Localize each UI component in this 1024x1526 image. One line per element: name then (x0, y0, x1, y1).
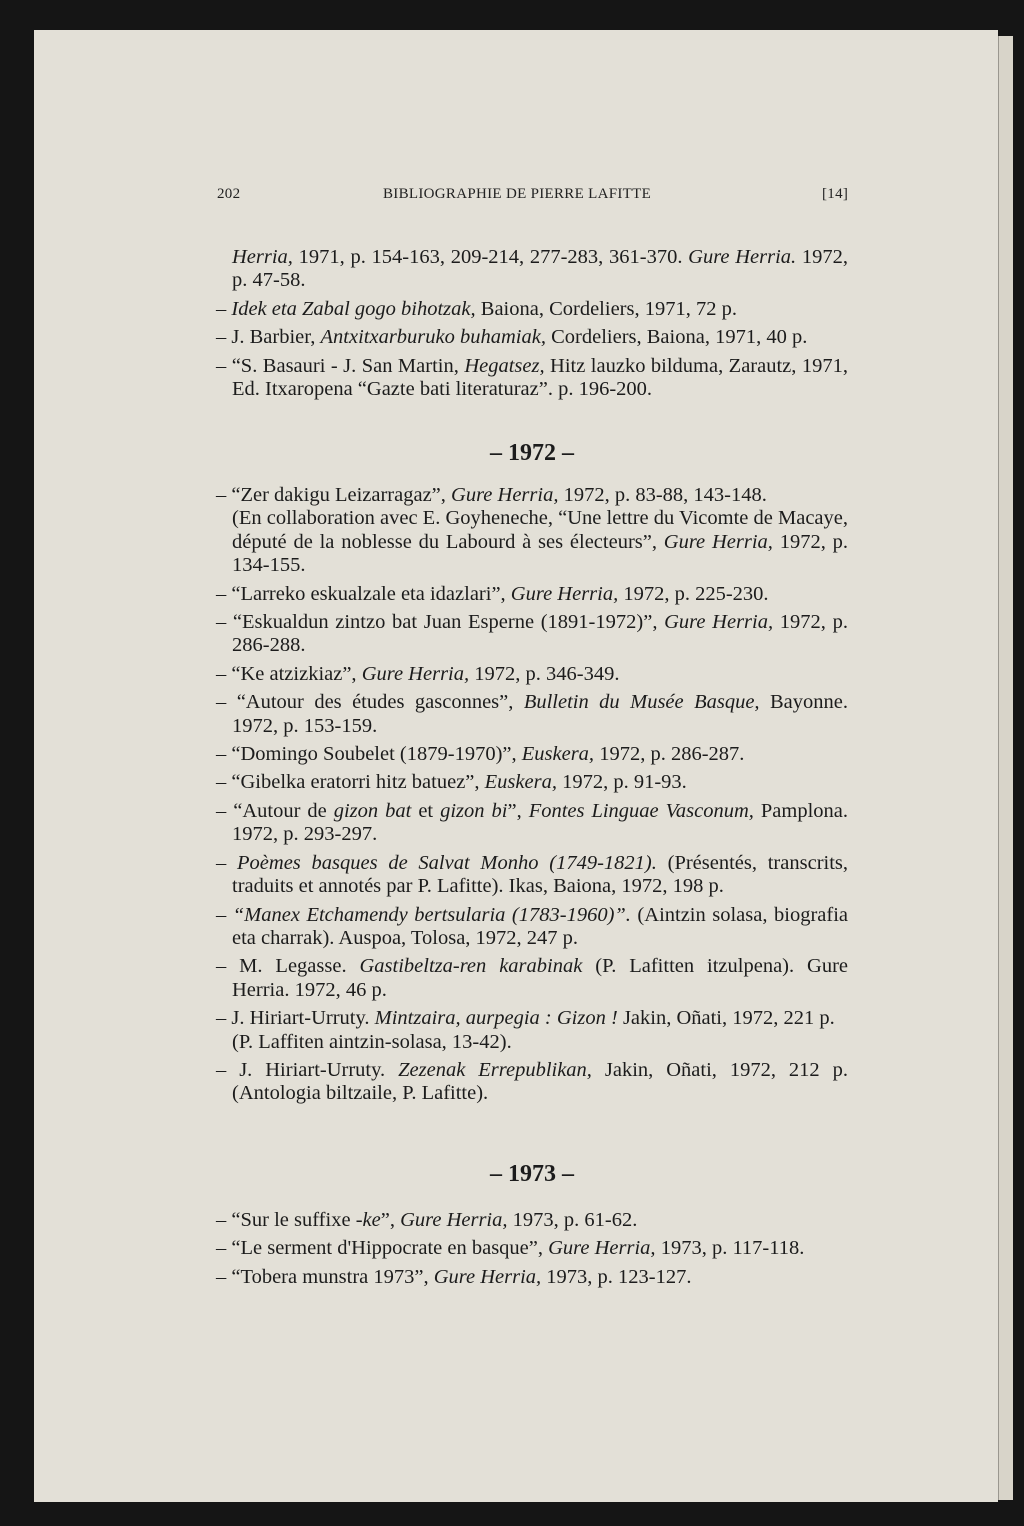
entry-text: Jakin, Oñati, 1972, 212 p. (Antologia biltzaile, P. Lafitte). (232, 1058, 848, 1105)
entry-text: et (411, 799, 441, 822)
bibliography-entry (216, 852, 848, 899)
entry-text: – “Ke atzizkiaz”, (216, 662, 362, 685)
page-edge (998, 36, 1013, 1500)
entry-title-italic: Gure Herria, (433, 1265, 542, 1288)
entry-title-italic: Euskera, (484, 771, 557, 794)
entry-title-italic: Mintzaira, aurpegia : Gizon ! (374, 1007, 618, 1030)
bibliography-entry (216, 583, 848, 606)
entry-title-italic: Gure Herria, (663, 530, 773, 553)
entry-text: Bayonne. 1972, p. 153-159. (232, 691, 848, 737)
entry-text: – J. Hiriart-Urruty. (216, 1058, 399, 1081)
entry-text: – J. Hiriart-Urruty. (216, 1007, 375, 1030)
year-heading-1973: – 1973 – (490, 1161, 574, 1187)
entry-title-italic: Idek eta Zabal gogo bihotzak, (231, 297, 476, 320)
entry-text: – “Tobera munstra 1973”, (216, 1265, 434, 1288)
entry-text: Jakin, Oñati, 1972, 221 p. (P. Laffiten aintzin-solasa, 13-42). (232, 1007, 835, 1053)
entry-title-italic: Hegatsez, (464, 354, 545, 377)
bibliography-entry (216, 800, 848, 847)
entry-title-italic: Antxitxarburuko buhamiak, (320, 326, 546, 349)
entry-text: 1972, p. 225-230. (618, 582, 769, 605)
bibliography-entry (216, 743, 848, 766)
bibliography-entry (216, 955, 848, 1002)
entry-title-italic: Euskera, (521, 743, 595, 766)
entry-text: – “Zer dakigu Leizarragaz”, (216, 484, 452, 506)
entry-title-italic: Zezenak Errepublikan, (398, 1058, 592, 1081)
entry-title-italic: Herria, (232, 246, 293, 268)
entry-text: – J. Barbier, (216, 326, 321, 349)
entry-text: 1972, p. 134-155. (232, 530, 848, 577)
bibliography-entry (216, 1059, 848, 1106)
entry-text: 1972, p. 286-287. (594, 743, 745, 766)
entry-title-italic: Fontes Linguae Vasconum, (528, 799, 754, 822)
bibliography-entry (216, 1237, 848, 1260)
entry-text: 1971, p. 154-163, 209-214, 277-283, 361-370. (292, 246, 689, 268)
bibliography-entry (216, 904, 848, 951)
entry-text: Pamplona. 1972, p. 293-297. (232, 799, 849, 846)
section-number: [14] (822, 186, 849, 202)
entry-title-italic: gizon bat (333, 799, 412, 822)
entry-text: 1973, p. 123-127. (541, 1265, 692, 1288)
page-number: 202 (217, 186, 241, 202)
entry-text: ”, (380, 1209, 401, 1231)
entry-text: – “Larreko eskualzale eta idazlari”, (216, 582, 511, 605)
entry-text: – “Gibelka eratorri hitz batuez”, (216, 771, 485, 794)
bibliography-entry (216, 1007, 848, 1054)
entry-text: – “Autour de (216, 799, 334, 822)
entry-text: – (216, 851, 238, 874)
bibliography-entry (216, 1266, 848, 1289)
bibliography-entry (216, 355, 848, 402)
entry-title-italic: -ke (355, 1209, 381, 1231)
bibliography-entry (216, 326, 848, 349)
entry-title-italic: “Manex Etchamendy bertsularia (1783-1960)”. (232, 903, 631, 926)
entry-text: – “Sur le suffixe (216, 1209, 356, 1231)
entry-text: (Présentés, transcrits, traduits et annotés par P. Lafitte). Ikas, Baiona, 1972, 198 p. (232, 851, 849, 898)
entry-text: 1972, p. 91-93. (556, 771, 687, 794)
entry-text: (P. Lafitten itzulpena). Gure Herria. 1972, 46 p. (232, 955, 849, 1001)
entry-title-italic: Bulletin du Musée Basque, (523, 691, 760, 714)
entry-text: – (216, 297, 232, 320)
entry-title-italic: Gure Herria, (451, 484, 559, 506)
bibliography-entry (216, 298, 848, 321)
entry-text: – (216, 903, 233, 926)
entry-title-italic: Gure Herria, (664, 611, 774, 634)
entry-text: – “S. Basauri - J. San Martin, (216, 354, 465, 377)
entry-text: Baiona, Cordeliers, 1971, 72 p. (475, 297, 737, 320)
entry-title-italic: Poèmes basques de Salvat Monho (1749-1821). (237, 851, 657, 874)
entries-1973 (216, 1209, 848, 1294)
entry-text: 1972, p. 346-349. (469, 662, 620, 685)
entry-text: – M. Legasse. (216, 955, 360, 978)
entry-text: – “Domingo Soubelet (1879-1970)”, (216, 743, 522, 766)
entry-text: 1973, p. 117-118. (655, 1237, 805, 1260)
entry-text: Cordeliers, Baiona, 1971, 40 p. (545, 326, 808, 349)
entries-1971-continued (216, 246, 848, 406)
entry-text: 1972, p. 83-88, 143-148. (En collaboration avec E. Goyheneche, “Une lettre du Vicomte de Macaye, député de la noblesse du Labourd à ses électeurs”, (232, 484, 848, 553)
entry-title-italic: Gure Herria, (510, 582, 619, 605)
entry-text: Hitz lauzko bilduma, Zarautz, 1971, Ed. Itxaropena “Gazte bati literaturaz”. p. 196-200. (232, 354, 848, 401)
entries-1972 (216, 484, 848, 1111)
entry-title-italic: Gastibeltza-ren karabinak (359, 955, 583, 978)
bibliography-entry (216, 771, 848, 794)
entry-title-italic: Gure Herria, (548, 1237, 656, 1260)
entry-text: (Aintzin solasa, biografia eta charrak). Auspoa, Tolosa, 1972, 247 p. (232, 903, 848, 949)
entry-text: ”, (507, 799, 529, 822)
bibliography-entry (216, 246, 848, 293)
entry-title-italic: Gure Herria. (688, 246, 797, 268)
entry-text: – “Eskualdun zintzo bat Juan Esperne (1891-1972)”, (216, 611, 665, 634)
entry-title-italic: Gure Herria, (400, 1209, 508, 1231)
entry-title-italic: gizon bi (440, 799, 508, 822)
running-title: BIBLIOGRAPHIE DE PIERRE LAFITTE (383, 186, 652, 202)
entry-text: 1972, p. 286-288. (232, 611, 848, 657)
entry-text: – “Autour des études gasconnes”, (216, 691, 524, 714)
entry-text: – “Le serment d'Hippocrate en basque”, (216, 1237, 549, 1260)
entry-title-italic: Gure Herria, (361, 662, 470, 685)
bibliography-entry (216, 611, 848, 658)
bibliography-entry (216, 484, 848, 578)
entry-text: 1973, p. 61-62. (507, 1209, 638, 1231)
year-heading-1972: – 1972 – (490, 440, 574, 466)
bibliography-entry (216, 691, 848, 738)
bibliography-entry (216, 663, 848, 686)
entry-text: 1972, p. 47-58. (232, 246, 848, 292)
bibliography-entry (216, 1209, 848, 1232)
